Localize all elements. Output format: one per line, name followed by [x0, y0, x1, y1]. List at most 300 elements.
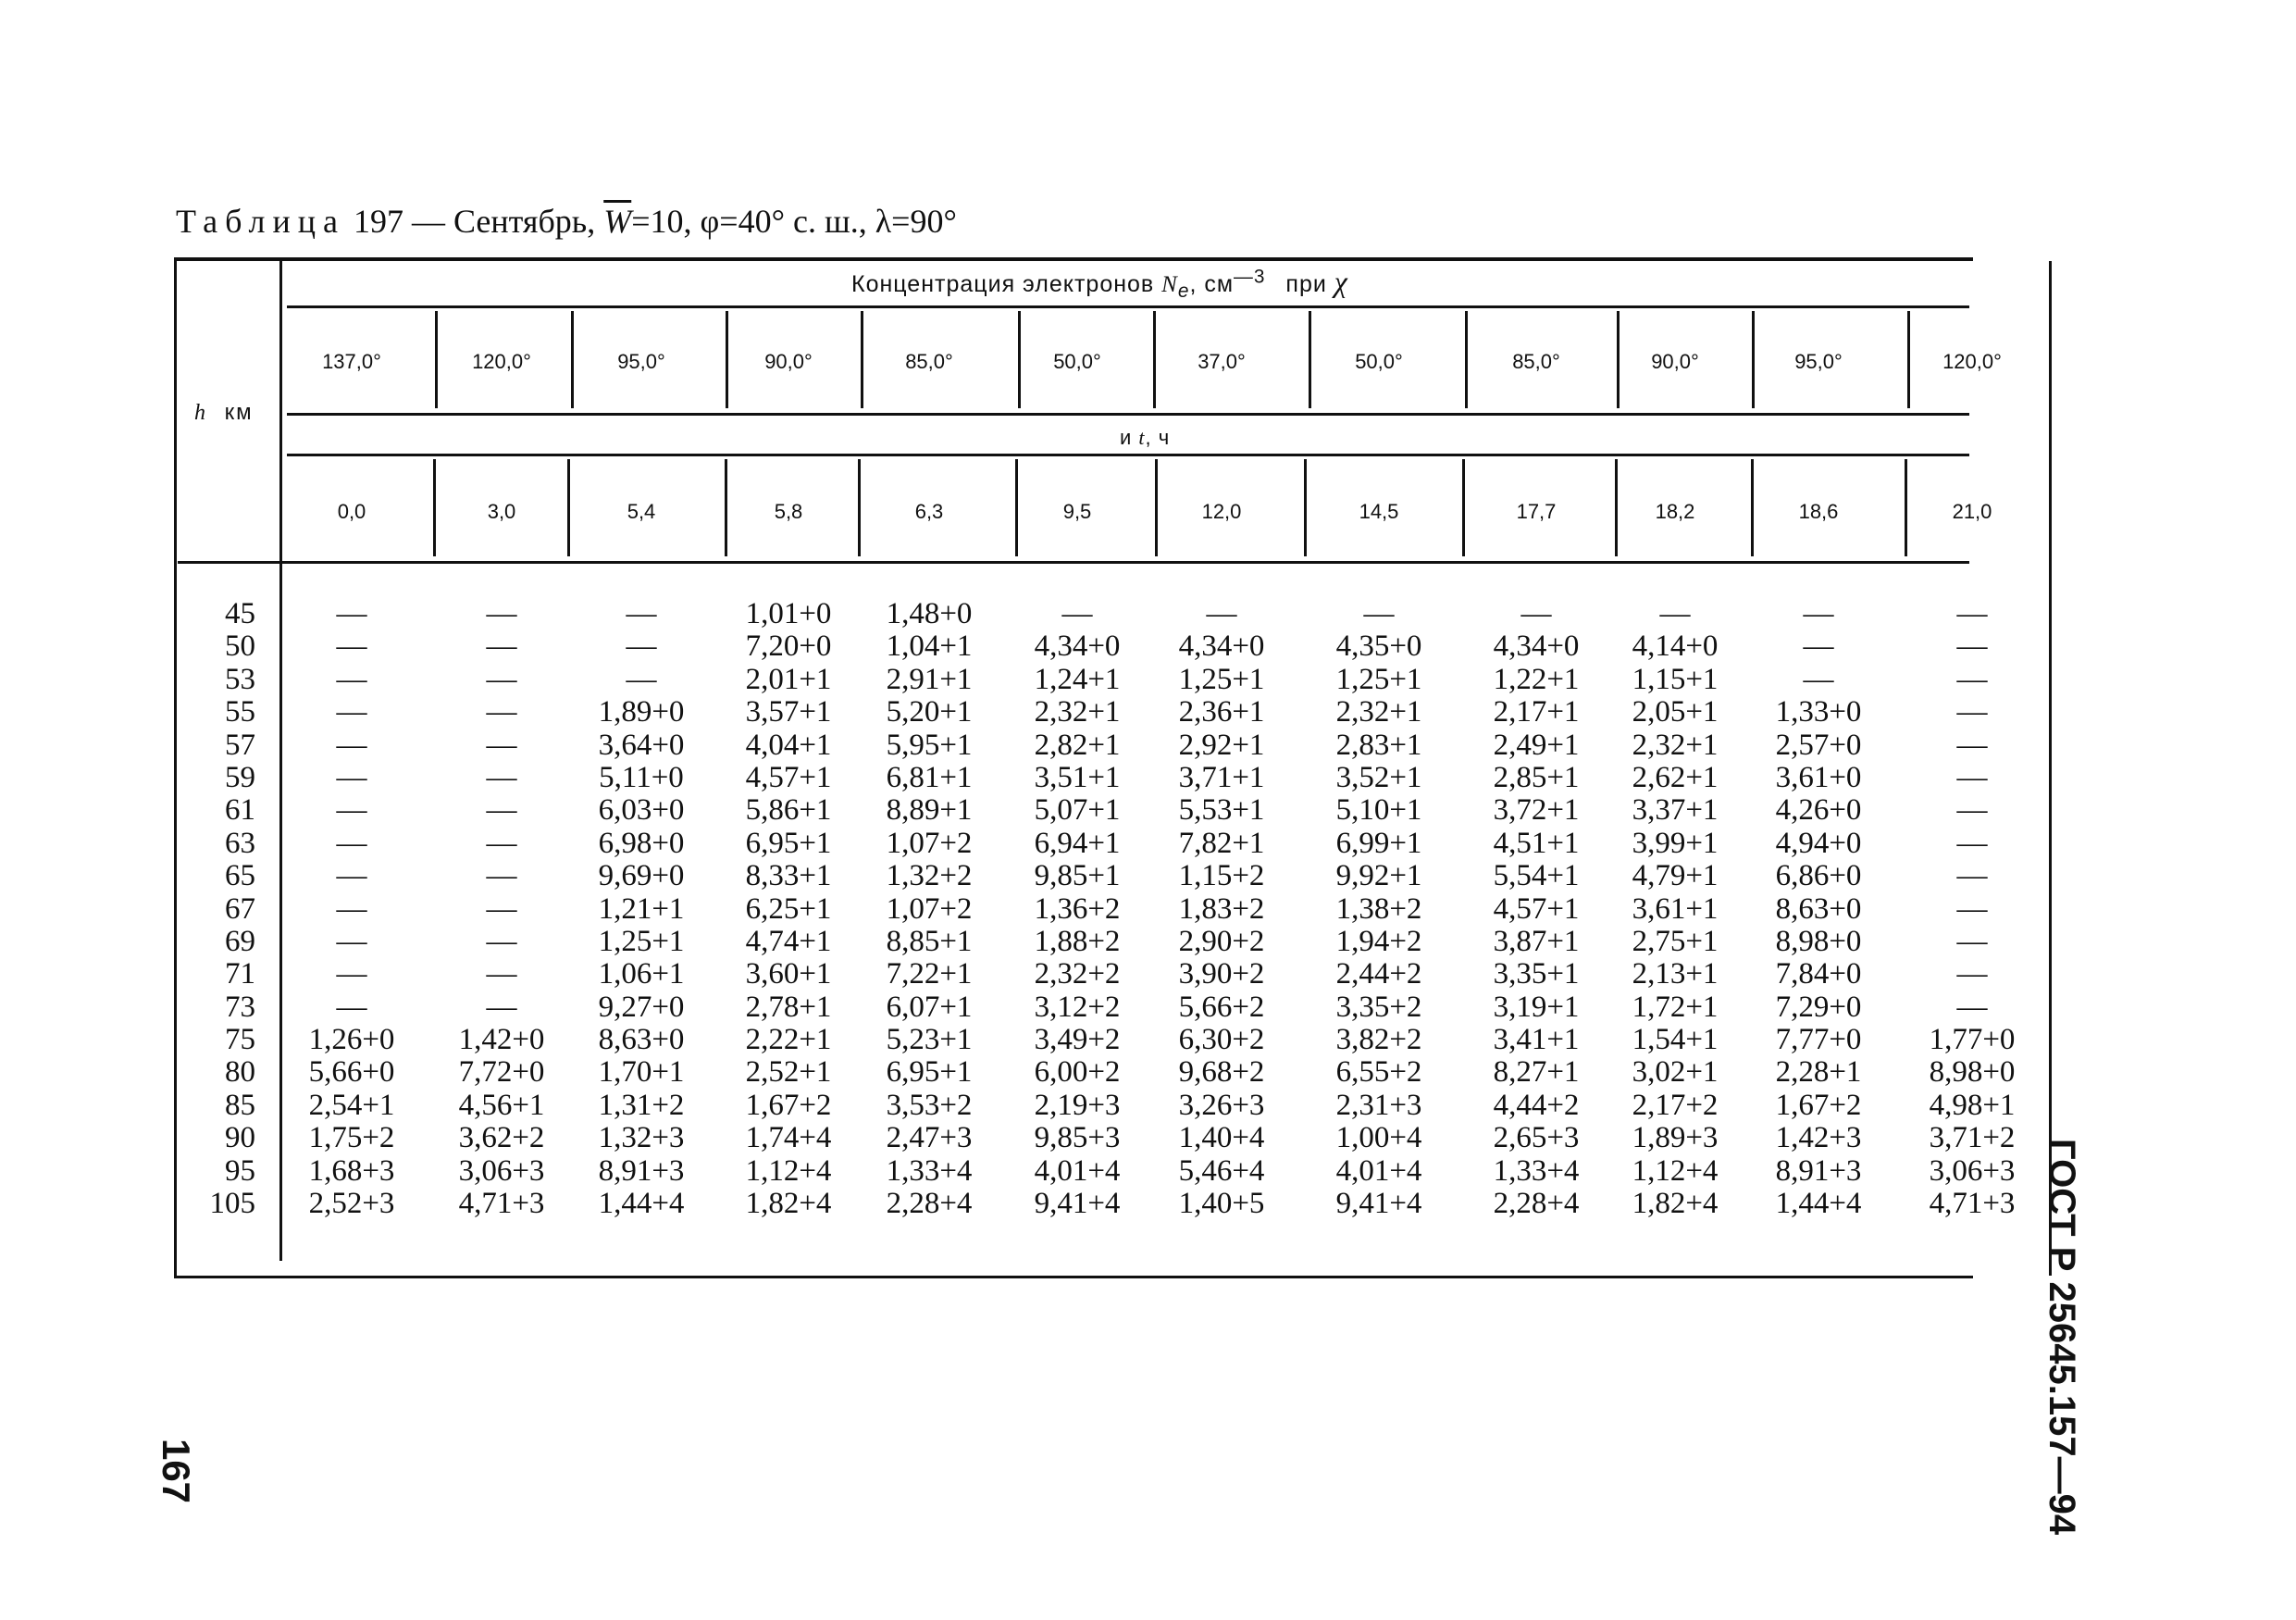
- height-value: 45: [225, 597, 255, 630]
- concentration-cell: 9,68+2: [1178, 1055, 1265, 1090]
- chi-column-divider: [1309, 311, 1311, 408]
- concentration-cell: 1,32+2: [886, 859, 973, 893]
- concentration-cell: 4,56+1: [458, 1088, 545, 1122]
- concentration-cell: 5,86+1: [745, 793, 832, 828]
- data-column: [1903, 598, 2042, 1220]
- caption-text: 197 — Сентябрь,: [353, 203, 596, 240]
- concentration-cell: 4,35+0: [1335, 629, 1422, 664]
- t-column-divider: [858, 459, 861, 556]
- concentration-cell: 2,31+3: [1335, 1088, 1422, 1122]
- concentration-cell: —: [336, 826, 367, 860]
- concentration-cell: 2,82+1: [1034, 728, 1121, 762]
- concentration-cell: 2,32+2: [1034, 957, 1121, 991]
- concentration-cell: 6,25+1: [745, 891, 832, 926]
- height-header: [194, 400, 254, 426]
- concentration-cell: 2,32+1: [1632, 728, 1719, 762]
- concentration-cell: —: [1659, 597, 1691, 630]
- concentration-label: Концентрация электронов: [851, 271, 1155, 297]
- concentration-cell: 6,30+2: [1178, 1023, 1265, 1057]
- t-column-divider: [1462, 459, 1465, 556]
- concentration-cell: 1,54+1: [1632, 1023, 1719, 1057]
- concentration-cell: 6,99+1: [1335, 826, 1422, 860]
- concentration-cell: 1,31+2: [598, 1088, 685, 1122]
- height-value: 90: [225, 1121, 255, 1155]
- chi-value: 120,0°: [1942, 350, 2002, 373]
- data-column: [1749, 598, 1888, 1220]
- concentration-cell: 2,49+1: [1493, 728, 1580, 762]
- t-value: 14,5: [1359, 500, 1399, 523]
- concentration-cell: 1,40+5: [1178, 1187, 1265, 1221]
- height-value: 67: [225, 891, 255, 926]
- concentration-cell: —: [626, 629, 657, 664]
- table-top-rule: [174, 257, 1973, 261]
- concentration-cell: 1,38+2: [1335, 891, 1422, 926]
- table-caption: [176, 202, 957, 241]
- concentration-cell: —: [1520, 597, 1552, 630]
- concentration-cell: 2,83+1: [1335, 728, 1422, 762]
- chi-rule-top: [287, 305, 1969, 308]
- chi-symbol: χ: [1334, 265, 1348, 298]
- h-symbol: h: [194, 401, 207, 425]
- t-value: 5,4: [627, 500, 656, 523]
- concentration-cell: 9,69+0: [598, 859, 685, 893]
- concentration-cell: 9,27+0: [598, 990, 685, 1024]
- concentration-cell: —: [486, 597, 517, 630]
- concentration-cell: 1,42+3: [1775, 1121, 1862, 1155]
- height-value: 69: [225, 924, 255, 958]
- concentration-cell: 3,62+2: [458, 1121, 545, 1155]
- concentration-cell: —: [1956, 662, 1988, 696]
- concentration-cell: 1,12+4: [1632, 1153, 1719, 1188]
- concentration-cell: 7,77+0: [1775, 1023, 1862, 1057]
- data-column: [432, 598, 571, 1220]
- concentration-cell: 1,48+0: [886, 597, 973, 630]
- concentration-cell: 8,91+3: [1775, 1153, 1862, 1188]
- concentration-cell: 6,00+2: [1034, 1055, 1121, 1090]
- concentration-cell: 3,35+2: [1335, 990, 1422, 1024]
- at-label: при: [1285, 271, 1327, 297]
- concentration-cell: 3,41+1: [1493, 1023, 1580, 1057]
- concentration-cell: 1,89+0: [598, 695, 685, 729]
- concentration-cell: —: [1803, 662, 1834, 696]
- km-label: км: [224, 400, 254, 425]
- height-value: 65: [225, 859, 255, 893]
- concentration-cell: 9,85+1: [1034, 859, 1121, 893]
- height-value: 85: [225, 1088, 255, 1122]
- concentration-cell: 5,11+0: [599, 760, 684, 794]
- concentration-cell: 3,51+1: [1034, 760, 1121, 794]
- concentration-cell: 6,95+1: [745, 826, 832, 860]
- concentration-cell: —: [626, 662, 657, 696]
- concentration-cell: 6,86+0: [1775, 859, 1862, 893]
- concentration-cell: 4,79+1: [1632, 859, 1719, 893]
- height-value: 75: [225, 1023, 255, 1057]
- concentration-cell: 7,20+0: [745, 629, 832, 664]
- concentration-cell: —: [1061, 597, 1093, 630]
- concentration-cell: 1,44+4: [598, 1187, 685, 1221]
- concentration-cell: 1,75+2: [308, 1121, 395, 1155]
- concentration-cell: 1,33+0: [1775, 695, 1862, 729]
- t-value: 3,0: [487, 500, 516, 523]
- concentration-cell: 2,92+1: [1178, 728, 1265, 762]
- height-value: 73: [225, 990, 255, 1024]
- t-value: 17,7: [1516, 500, 1557, 523]
- concentration-cell: 3,35+1: [1493, 957, 1580, 991]
- concentration-cell: 1,82+4: [745, 1187, 832, 1221]
- concentration-cell: 2,47+3: [886, 1121, 973, 1155]
- concentration-cell: 4,14+0: [1632, 629, 1719, 664]
- chi-column-divider: [1465, 311, 1468, 408]
- t-value: 9,5: [1062, 500, 1092, 523]
- height-value: 61: [225, 793, 255, 828]
- concentration-cell: 4,51+1: [1493, 826, 1580, 860]
- caption-lead: Таблица: [176, 203, 345, 240]
- concentration-cell: 1,70+1: [598, 1055, 685, 1090]
- concentration-cell: 3,57+1: [745, 695, 832, 729]
- concentration-cell: 9,85+3: [1034, 1121, 1121, 1155]
- concentration-cell: —: [336, 891, 367, 926]
- concentration-cell: 6,03+0: [598, 793, 685, 828]
- concentration-cell: 6,07+1: [886, 990, 973, 1024]
- concentration-cell: —: [336, 629, 367, 664]
- concentration-cell: —: [486, 695, 517, 729]
- concentration-cell: 4,26+0: [1775, 793, 1862, 828]
- concentration-cell: 8,63+0: [598, 1023, 685, 1057]
- concentration-cell: —: [1206, 597, 1237, 630]
- concentration-cell: 8,89+1: [886, 793, 973, 828]
- chi-rule-bottom: [287, 413, 1969, 416]
- concentration-cell: 5,23+1: [886, 1023, 973, 1057]
- concentration-cell: 3,61+0: [1775, 760, 1862, 794]
- concentration-cell: 3,52+1: [1335, 760, 1422, 794]
- concentration-cell: 1,32+3: [598, 1121, 685, 1155]
- chi-value: 50,0°: [1355, 350, 1403, 373]
- concentration-cell: 4,71+3: [458, 1187, 545, 1221]
- chi-value: 137,0°: [322, 350, 381, 373]
- concentration-cell: 8,98+0: [1775, 924, 1862, 958]
- concentration-cell: 2,05+1: [1632, 695, 1719, 729]
- concentration-cell: —: [1956, 728, 1988, 762]
- unit-exponent: —3: [1234, 266, 1266, 288]
- chi-value: 120,0°: [472, 350, 531, 373]
- concentration-cell: 2,28+1: [1775, 1055, 1862, 1090]
- concentration-cell: —: [1803, 597, 1834, 630]
- right-frame-line: [2049, 261, 2052, 1276]
- concentration-cell: 3,71+1: [1178, 760, 1265, 794]
- concentration-cell: 1,15+1: [1632, 662, 1719, 696]
- concentration-cell: 3,99+1: [1632, 826, 1719, 860]
- data-column: [1606, 598, 1744, 1220]
- concentration-cell: 1,26+0: [308, 1023, 395, 1057]
- chi-column-divider: [861, 311, 863, 408]
- t-value: 12,0: [1201, 500, 1242, 523]
- concentration-cell: 4,01+4: [1034, 1153, 1121, 1188]
- concentration-cell: 1,67+2: [1775, 1088, 1862, 1122]
- concentration-cell: 1,04+1: [886, 629, 973, 664]
- concentration-cell: —: [486, 957, 517, 991]
- t-value: 18,2: [1655, 500, 1695, 523]
- chi-value: 95,0°: [617, 350, 665, 373]
- height-value: 57: [225, 728, 255, 762]
- concentration-cell: —: [1956, 695, 1988, 729]
- concentration-cell: 6,55+2: [1335, 1055, 1422, 1090]
- header-bottom-rule: [178, 561, 1969, 564]
- concentration-cell: 2,52+3: [308, 1187, 395, 1221]
- data-column: [572, 598, 711, 1220]
- concentration-cell: —: [1956, 891, 1988, 926]
- t-value: 18,6: [1798, 500, 1839, 523]
- concentration-cell: 4,34+0: [1034, 629, 1121, 664]
- concentration-cell: —: [486, 891, 517, 926]
- concentration-cell: 3,26+3: [1178, 1088, 1265, 1122]
- data-column: [1309, 598, 1448, 1220]
- concentration-cell: —: [1956, 826, 1988, 860]
- t-value: 0,0: [337, 500, 366, 523]
- concentration-cell: 3,02+1: [1632, 1055, 1719, 1090]
- t-value: 21,0: [1952, 500, 1992, 523]
- concentration-cell: 2,32+1: [1034, 695, 1121, 729]
- concentration-cell: 4,44+2: [1493, 1088, 1580, 1122]
- concentration-cell: 9,41+4: [1335, 1187, 1422, 1221]
- concentration-cell: 1,25+1: [598, 924, 685, 958]
- data-column: [860, 598, 999, 1220]
- concentration-cell: 8,98+0: [1929, 1055, 2016, 1090]
- concentration-cell: —: [1956, 924, 1988, 958]
- concentration-cell: 3,19+1: [1493, 990, 1580, 1024]
- t-symbol: t: [1138, 426, 1146, 449]
- height-value: 50: [225, 629, 255, 664]
- concentration-cell: —: [486, 760, 517, 794]
- chi-value: 37,0°: [1198, 350, 1246, 373]
- concentration-cell: 2,52+1: [745, 1055, 832, 1090]
- concentration-cell: —: [336, 695, 367, 729]
- concentration-cell: —: [1956, 793, 1988, 828]
- concentration-cell: 1,00+4: [1335, 1121, 1422, 1155]
- concentration-cell: 6,95+1: [886, 1055, 973, 1090]
- chi-value: 50,0°: [1053, 350, 1101, 373]
- height-column: [200, 598, 255, 1220]
- concentration-cell: —: [336, 990, 367, 1024]
- table-bottom-rule: [174, 1276, 1973, 1278]
- concentration-cell: 2,28+4: [886, 1187, 973, 1221]
- concentration-cell: 4,34+0: [1493, 629, 1580, 664]
- concentration-cell: 5,46+4: [1178, 1153, 1265, 1188]
- concentration-cell: 7,72+0: [458, 1055, 545, 1090]
- concentration-cell: 1,12+4: [745, 1153, 832, 1188]
- concentration-cell: 3,61+1: [1632, 891, 1719, 926]
- chi-value: 90,0°: [1651, 350, 1699, 373]
- concentration-cell: —: [486, 793, 517, 828]
- concentration-cell: 7,84+0: [1775, 957, 1862, 991]
- concentration-cell: —: [336, 597, 367, 630]
- concentration-cell: 2,22+1: [745, 1023, 832, 1057]
- concentration-cell: 2,57+0: [1775, 728, 1862, 762]
- concentration-cell: 2,28+4: [1493, 1187, 1580, 1221]
- concentration-cell: 2,19+3: [1034, 1088, 1121, 1122]
- t-column-divider: [1304, 459, 1307, 556]
- concentration-cell: 4,34+0: [1178, 629, 1265, 664]
- concentration-cell: 5,07+1: [1034, 793, 1121, 828]
- concentration-cell: 5,66+2: [1178, 990, 1265, 1024]
- concentration-cell: —: [1956, 760, 1988, 794]
- concentration-cell: 2,13+1: [1632, 957, 1719, 991]
- concentration-cell: —: [486, 826, 517, 860]
- concentration-cell: 4,74+1: [745, 924, 832, 958]
- left-frame-line: [174, 261, 177, 1276]
- concentration-cell: 7,82+1: [1178, 826, 1265, 860]
- concentration-cell: 1,07+2: [886, 826, 973, 860]
- data-column: [719, 598, 858, 1220]
- ne-subscript: e: [1177, 280, 1190, 302]
- concentration-cell: 8,33+1: [745, 859, 832, 893]
- caption-w-symbol: $\overline{W}$: [603, 203, 632, 240]
- height-value: 71: [225, 957, 255, 991]
- concentration-cell: 3,12+2: [1034, 990, 1121, 1024]
- concentration-cell: 2,62+1: [1632, 760, 1719, 794]
- concentration-cell: 4,94+0: [1775, 826, 1862, 860]
- concentration-cell: —: [1956, 957, 1988, 991]
- concentration-cell: 2,01+1: [745, 662, 832, 696]
- concentration-cell: —: [1956, 629, 1988, 664]
- concentration-cell: 1,25+1: [1178, 662, 1265, 696]
- concentration-cell: —: [1956, 990, 1988, 1024]
- concentration-cell: —: [336, 760, 367, 794]
- data-column: [282, 598, 421, 1220]
- concentration-cell: —: [336, 662, 367, 696]
- concentration-cell: —: [486, 662, 517, 696]
- concentration-cell: 1,40+4: [1178, 1121, 1265, 1155]
- concentration-cell: 3,06+3: [1929, 1153, 2016, 1188]
- unit-label: , см: [1189, 271, 1235, 297]
- concentration-cell: 1,42+0: [458, 1023, 545, 1057]
- page-number: 167: [155, 1438, 199, 1504]
- height-value: 80: [225, 1055, 255, 1090]
- height-value: 53: [225, 662, 255, 696]
- concentration-cell: 1,22+1: [1493, 662, 1580, 696]
- concentration-cell: 3,60+1: [745, 957, 832, 991]
- concentration-cell: —: [626, 597, 657, 630]
- t-value: 5,8: [774, 500, 803, 523]
- concentration-cell: —: [486, 990, 517, 1024]
- concentration-cell: 1,25+1: [1335, 662, 1422, 696]
- ne-symbol: N: [1161, 272, 1178, 297]
- concentration-cell: —: [1363, 597, 1395, 630]
- height-value: 105: [209, 1187, 255, 1221]
- data-column: [1152, 598, 1291, 1220]
- concentration-cell: 3,37+1: [1632, 793, 1719, 828]
- concentration-cell: 2,78+1: [745, 990, 832, 1024]
- concentration-cell: 1,07+2: [886, 891, 973, 926]
- concentration-cell: 3,71+2: [1929, 1121, 2016, 1155]
- concentration-cell: 1,24+1: [1034, 662, 1121, 696]
- concentration-cell: 6,98+0: [598, 826, 685, 860]
- concentration-cell: 5,10+1: [1335, 793, 1422, 828]
- concentration-cell: —: [336, 859, 367, 893]
- chi-value: 90,0°: [764, 350, 813, 373]
- concentration-cell: 2,32+1: [1335, 695, 1422, 729]
- concentration-cell: 2,91+1: [886, 662, 973, 696]
- concentration-cell: 3,72+1: [1493, 793, 1580, 828]
- concentration-cell: 1,06+1: [598, 957, 685, 991]
- concentration-cell: 3,87+1: [1493, 924, 1580, 958]
- concentration-cell: 1,74+4: [745, 1121, 832, 1155]
- concentration-cell: —: [336, 728, 367, 762]
- concentration-cell: 8,63+0: [1775, 891, 1862, 926]
- t-column-divider: [433, 459, 436, 556]
- concentration-cell: 3,06+3: [458, 1153, 545, 1188]
- concentration-cell: 1,36+2: [1034, 891, 1121, 926]
- caption-rest: =10, φ=40° с. ш., λ=90°: [631, 203, 957, 240]
- concentration-cell: 4,04+1: [745, 728, 832, 762]
- concentration-cell: 5,95+1: [886, 728, 973, 762]
- concentration-cell: 5,20+1: [886, 695, 973, 729]
- concentration-cell: 9,92+1: [1335, 859, 1422, 893]
- concentration-cell: —: [336, 793, 367, 828]
- concentration-cell: 2,36+1: [1178, 695, 1265, 729]
- concentration-cell: 2,17+2: [1632, 1088, 1719, 1122]
- concentration-cell: 3,82+2: [1335, 1023, 1422, 1057]
- concentration-cell: 8,85+1: [886, 924, 973, 958]
- concentration-cell: 6,94+1: [1034, 826, 1121, 860]
- concentration-cell: 1,44+4: [1775, 1187, 1862, 1221]
- concentration-cell: 2,44+2: [1335, 957, 1422, 991]
- concentration-cell: 1,88+2: [1034, 924, 1121, 958]
- concentration-cell: 1,15+2: [1178, 859, 1265, 893]
- concentration-cell: 9,41+4: [1034, 1187, 1121, 1221]
- concentration-cell: 4,57+1: [745, 760, 832, 794]
- concentration-cell: 1,72+1: [1632, 990, 1719, 1024]
- concentration-cell: —: [1956, 597, 1988, 630]
- chi-column-divider: [571, 311, 574, 408]
- concentration-cell: —: [1803, 629, 1834, 664]
- concentration-cell: 1,67+2: [745, 1088, 832, 1122]
- chi-value: 85,0°: [1512, 350, 1560, 373]
- concentration-cell: 7,29+0: [1775, 990, 1862, 1024]
- concentration-cell: 3,64+0: [598, 728, 685, 762]
- concentration-cell: 1,94+2: [1335, 924, 1422, 958]
- concentration-cell: 8,91+3: [598, 1153, 685, 1188]
- concentration-cell: 1,82+4: [1632, 1187, 1719, 1221]
- concentration-cell: 1,33+4: [886, 1153, 973, 1188]
- data-column: [1008, 598, 1147, 1220]
- t-unit: , ч: [1145, 426, 1171, 449]
- concentration-cell: —: [486, 728, 517, 762]
- chi-value: 85,0°: [905, 350, 953, 373]
- concentration-cell: 1,83+2: [1178, 891, 1265, 926]
- concentration-cell: —: [486, 629, 517, 664]
- concentration-cell: 4,98+1: [1929, 1088, 2016, 1122]
- t-column-divider: [567, 459, 570, 556]
- concentration-cell: 3,53+2: [886, 1088, 973, 1122]
- concentration-cell: 1,01+0: [745, 597, 832, 630]
- concentration-cell: 2,75+1: [1632, 924, 1719, 958]
- t-value: 6,3: [914, 500, 944, 523]
- concentration-cell: 5,54+1: [1493, 859, 1580, 893]
- concentration-cell: —: [1956, 859, 1988, 893]
- concentration-cell: 1,89+3: [1632, 1121, 1719, 1155]
- concentration-header: [851, 265, 1348, 303]
- chi-column-divider: [1153, 311, 1156, 408]
- concentration-cell: 2,17+1: [1493, 695, 1580, 729]
- t-rule-top: [287, 454, 1969, 456]
- concentration-cell: 8,27+1: [1493, 1055, 1580, 1090]
- concentration-cell: —: [486, 924, 517, 958]
- and-label: и: [1120, 426, 1133, 449]
- concentration-cell: —: [336, 924, 367, 958]
- concentration-cell: 4,57+1: [1493, 891, 1580, 926]
- concentration-cell: 7,22+1: [886, 957, 973, 991]
- concentration-cell: —: [336, 957, 367, 991]
